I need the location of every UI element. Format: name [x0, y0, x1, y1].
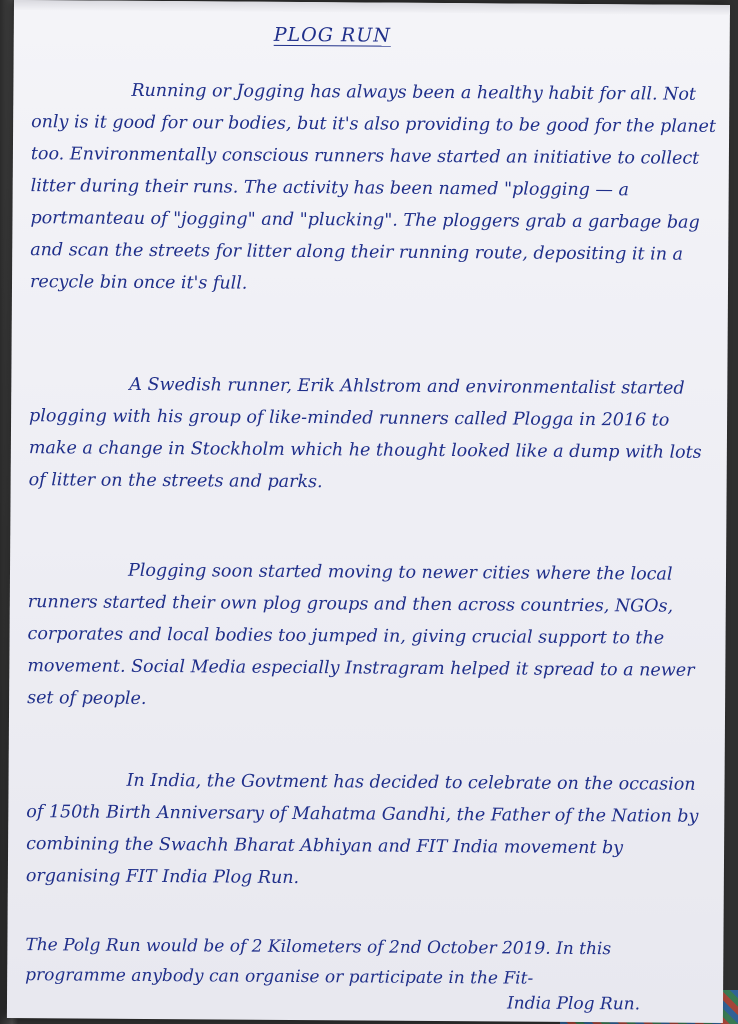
paper-sheet — [7, 0, 730, 1023]
page-title: PLOG RUN — [273, 23, 391, 47]
signoff-line: India Plog Run. — [506, 993, 641, 1015]
paragraph-3: Plogging soon started moving to newer cities where the local runners started their own plog groups and then across countries, NGOs, corporates and local bodies too jumped in, giving crucial support to the movement. Social Media especially Instragram helped it spread to a newer set of people. — [27, 560, 695, 709]
paragraph-5: The Polg Run would be of 2 Kilometers of 2nd October 2019. In this programme anybody can organise or participate in the Fit- — [25, 935, 612, 989]
paragraph-4: In India, the Govtment has decided to celebrate on the occasion of 150th Birth Anniversary of Mahatma Gandhi, the Father of the Nation by combining the Swachh Bharat Abhiyan and FIT India movement by organising FIT India Plog Run. — [25, 770, 699, 889]
paragraph-2: A Swedish runner, Erik Ahlstrom and environmentalist started plogging with his group of like-minded runners called Plogga in 2016 to make a change in Stockholm which he thought looked like a dump with lots of litter on the streets and parks. — [28, 374, 702, 493]
paragraph-1: Running or Jogging has always been a healthy habit for all. Not only is it good for our bodies, but it's also providing to be good for the planet too. Environmentally conscious runners have started an initiative to collect litter during their runs. The activity has been named "plogging — a portmanteau of "jogging" and "plucking". The ploggers grab a garbage bag and scan the streets for litter along their running route, depositing it in a recycle bin once it's full. — [29, 80, 717, 294]
